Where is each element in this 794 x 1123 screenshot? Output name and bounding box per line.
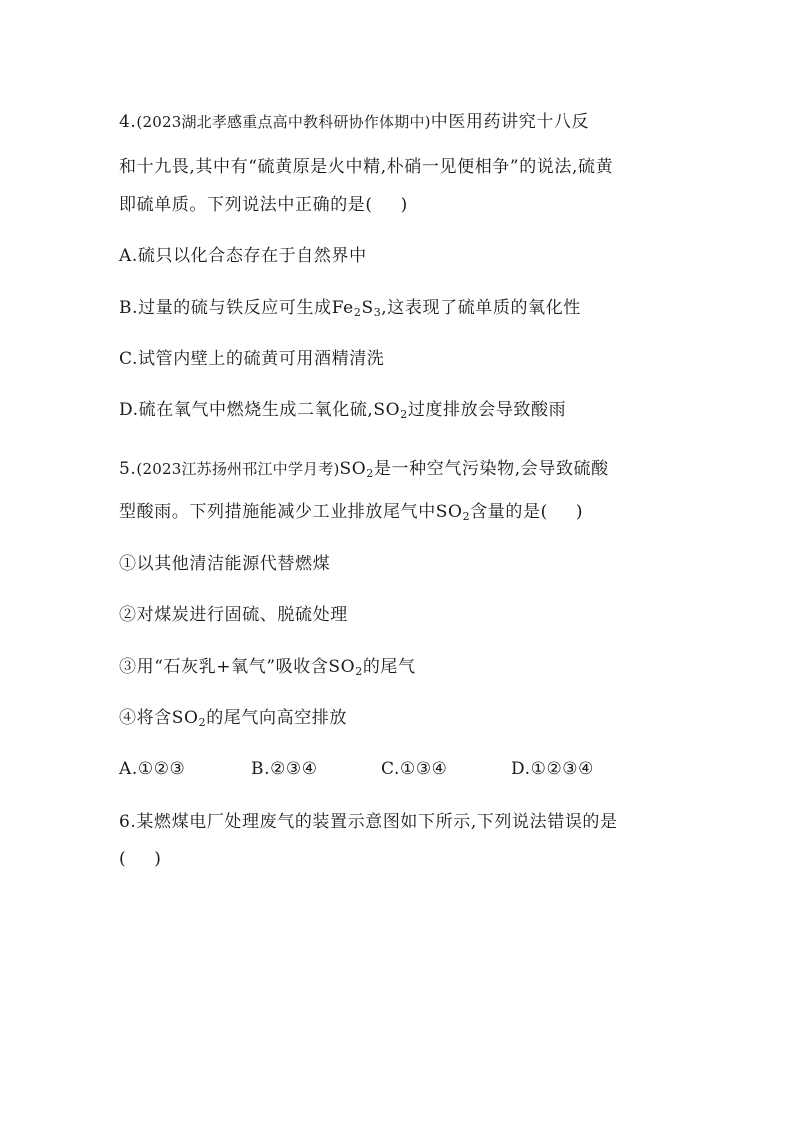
q5-number: 5. <box>119 459 137 479</box>
q5-measure-3 <box>119 655 416 679</box>
q4-option-b-sub-2: 3 <box>373 306 382 319</box>
q4-line-1 <box>119 110 589 134</box>
q4-stem-text-2: 和十九畏,其中有“硫黄原是火中精,朴硝一见便相争”的说法,硫黄 <box>119 157 614 177</box>
q5-stem-sub-1: 2 <box>366 467 374 480</box>
q5-measure-1 <box>119 552 330 576</box>
q5-stem-text-1-post: 是一种空气污染物,会导致硫酸 <box>373 459 609 479</box>
q5-line-1 <box>119 457 609 481</box>
q5-measure-4 <box>119 706 347 730</box>
q5-stem-text-2-post: 含量的是( <box>470 502 548 522</box>
q5-measure-4-sub: 2 <box>198 716 207 729</box>
q4-option-d-sub: 2 <box>400 408 408 421</box>
q6-line-1 <box>119 810 618 834</box>
q4-stem-text-3: 即硫单质。下列说法中正确的是( <box>119 195 373 215</box>
q5-choices-row <box>119 757 639 781</box>
q4-option-c-text: C.试管内壁上的硫黄可用酒精清洗 <box>119 349 385 369</box>
q5-stem-sub-2: 2 <box>462 510 471 523</box>
q5-source: 江苏扬州邗江中学月考 <box>181 460 334 478</box>
q4-number: 4. <box>119 112 137 132</box>
q4-option-c <box>119 347 384 371</box>
q5-source-close: ) <box>333 460 340 478</box>
q4-option-b <box>119 296 581 320</box>
q4-option-b-text-post: ,这表现了硫单质的氧化性 <box>381 298 581 318</box>
q5-measure-2 <box>119 603 348 627</box>
q4-stem-text-1: 中医用药讲究十八反 <box>430 112 590 132</box>
q5-measure-3-text-pre: ③用“石灰乳+氧气”吸收含SO <box>119 657 356 677</box>
q5-source-open: (2023 <box>136 460 182 478</box>
q4-option-b-text-mid: S <box>361 298 374 318</box>
q4-source: 湖北孝感重点高中教科研协作体期中 <box>181 113 425 131</box>
q5-choice-a: A.①②③ <box>119 759 186 779</box>
q5-choice-b: B.②③④ <box>251 759 318 779</box>
q4-source-open: (2023 <box>136 113 182 131</box>
q6-line-2 <box>119 847 161 871</box>
q4-option-d-text-pre: D.硫在氧气中燃烧生成二氧化硫,SO <box>119 400 401 420</box>
q5-measure-3-text-post: 的尾气 <box>362 657 416 677</box>
q4-line-2 <box>119 155 613 179</box>
q4-option-b-sub-1: 2 <box>353 306 362 319</box>
q5-measure-1-text: ①以其他清洁能源代替燃煤 <box>119 554 331 574</box>
q4-source-close: ) <box>424 113 431 131</box>
q4-option-a <box>119 244 367 268</box>
q4-option-b-text-pre: B.过量的硫与铁反应可生成Fe <box>119 298 354 318</box>
q6-paren-close: ) <box>154 849 162 869</box>
q5-line-2 <box>119 500 583 524</box>
q5-choice-c: C.①③④ <box>381 759 448 779</box>
q4-option-a-text: A.硫只以化合态存在于自然界中 <box>119 246 367 266</box>
q5-measure-2-text: ②对煤炭进行固硫、脱硫处理 <box>119 605 348 625</box>
q5-measure-4-text-pre: ④将含SO <box>119 708 199 728</box>
q4-paren-close: ) <box>400 195 408 215</box>
q6-stem-text: 6.某燃煤电厂处理废气的装置示意图如下所示,下列说法错误的是 <box>119 812 618 832</box>
q5-measure-4-text-post: 的尾气向高空排放 <box>206 708 348 728</box>
q6-paren-open: ( <box>119 849 127 869</box>
q5-paren-close: ) <box>575 502 584 522</box>
q4-option-d <box>119 398 566 422</box>
q5-choice-d: D.①②③④ <box>511 759 594 779</box>
q5-stem-text-2-pre: 型酸雨。下列措施能减少工业排放尾气中SO <box>119 502 463 522</box>
q5-stem-text-1-pre: SO <box>339 459 367 479</box>
q4-option-d-text-post: 过度排放会导致酸雨 <box>407 400 567 420</box>
q4-line-3 <box>119 193 408 217</box>
q5-measure-3-sub: 2 <box>355 665 363 678</box>
